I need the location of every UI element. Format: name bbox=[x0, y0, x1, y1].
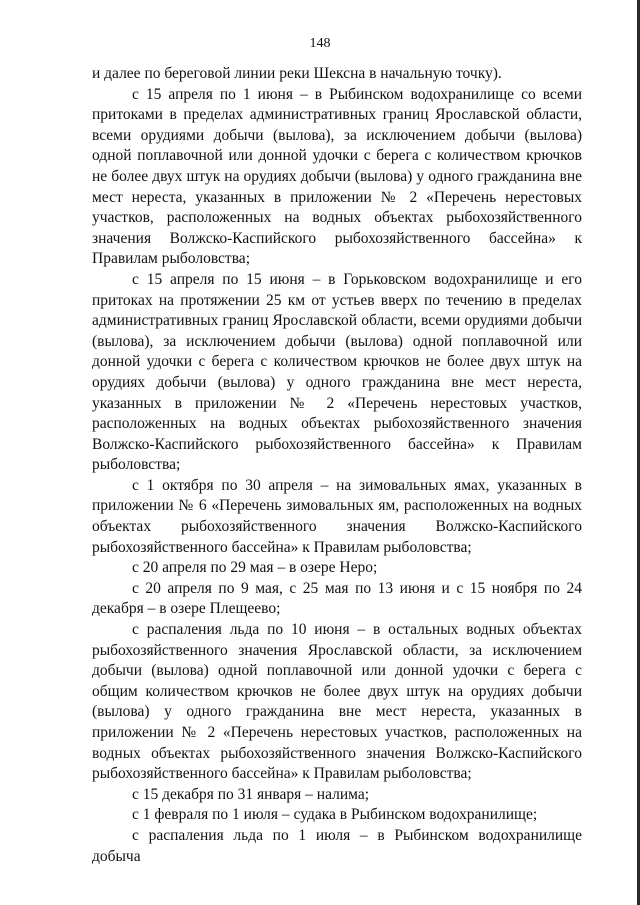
paragraph-ice-break: с распаления льда по 1 июля – в Рыбинском водохранилище добыча bbox=[92, 826, 582, 865]
paragraph-lake-pleshcheyevo: с 20 апреля по 9 мая, с 25 мая по 13 июня и с 15 ноября по 24 декабря – в озере Плещеево; bbox=[92, 579, 582, 618]
paragraph-rybinsk-reservoir: с 15 апреля по 1 июня – в Рыбинском водохранилище со всеми притоками в пределах административных границ Ярославской области, всеми орудиями добычи (вылова), за исключением добычи (вылова) одной поплавочной или донной удочки с берега с количеством крючков не более двух штук на орудиях добычи (вылова) у одного гражданина вне мест нереста, указанных в приложении № 2 «Перечень нерестовых участков, расположенных на водных объектах рыбохозяйственного значения Волжско-Каспийского рыбохозяйственного бассейна» к Правилам рыболовства; bbox=[92, 85, 582, 268]
document-body bbox=[92, 64, 582, 867]
paragraph-continuation: и далее по береговой линии реки Шексна в начальную точку). bbox=[92, 65, 502, 82]
page-number: 148 bbox=[309, 36, 331, 51]
paragraph-lake-nero: с 20 апреля по 29 мая – в озере Неро; bbox=[132, 559, 378, 577]
paragraph-burbot: с 15 декабря по 31 января – налима; bbox=[132, 785, 370, 803]
paragraph-zander: с 1 февраля по 1 июля – судака в Рыбинском водохранилище; bbox=[132, 806, 538, 824]
paragraph-gorky-reservoir: с 15 апреля по 15 июня – в Горьковском водохранилище и его притоках на протяжении 25 км от устьев вверх по течению в пределах административных границ Ярославской области, всеми орудиями добычи (вылова), за исключением добычи (вылова) одной поплавочной или донной удочки с берега с количеством крючков не более двух штук на орудиях добычи (вылова) у одного гражданина вне мест нереста, указанных в приложении № 2 «Перечень нерестовых участков, расположенных на водных объектах рыбохозяйственного значения Волжско-Каспийского рыбохозяйственного бассейна» к Правилам рыболовства; bbox=[92, 270, 582, 474]
paragraph-other-water-bodies: с распаления льда по 10 июня – в остальных водных объектах рыбохозяйственного значения Ярославской области, за исключением добычи (вылова) одной поплавочной или донной удочки с берега с общим количеством крючков не более двух штук на орудиях добычи (вылова) у одного гражданина вне мест нереста, указанных в приложении № 2 «Перечень нерестовых участков, расположенных на водных объектах рыбохозяйственного значения Волжско-Каспийского рыбохозяйственного бассейна» к Правилам рыболовства; bbox=[92, 621, 582, 783]
paragraph-wintering-pits: с 1 октября по 30 апреля – на зимовальных ямах, указанных в приложении № 6 «Перечень зимовальных ям, расположенных на водных объектах рыбохозяйственного значения Волжско-Каспийского рыбохозяйственного бассейна» к Правилам рыболовства; bbox=[92, 476, 582, 556]
